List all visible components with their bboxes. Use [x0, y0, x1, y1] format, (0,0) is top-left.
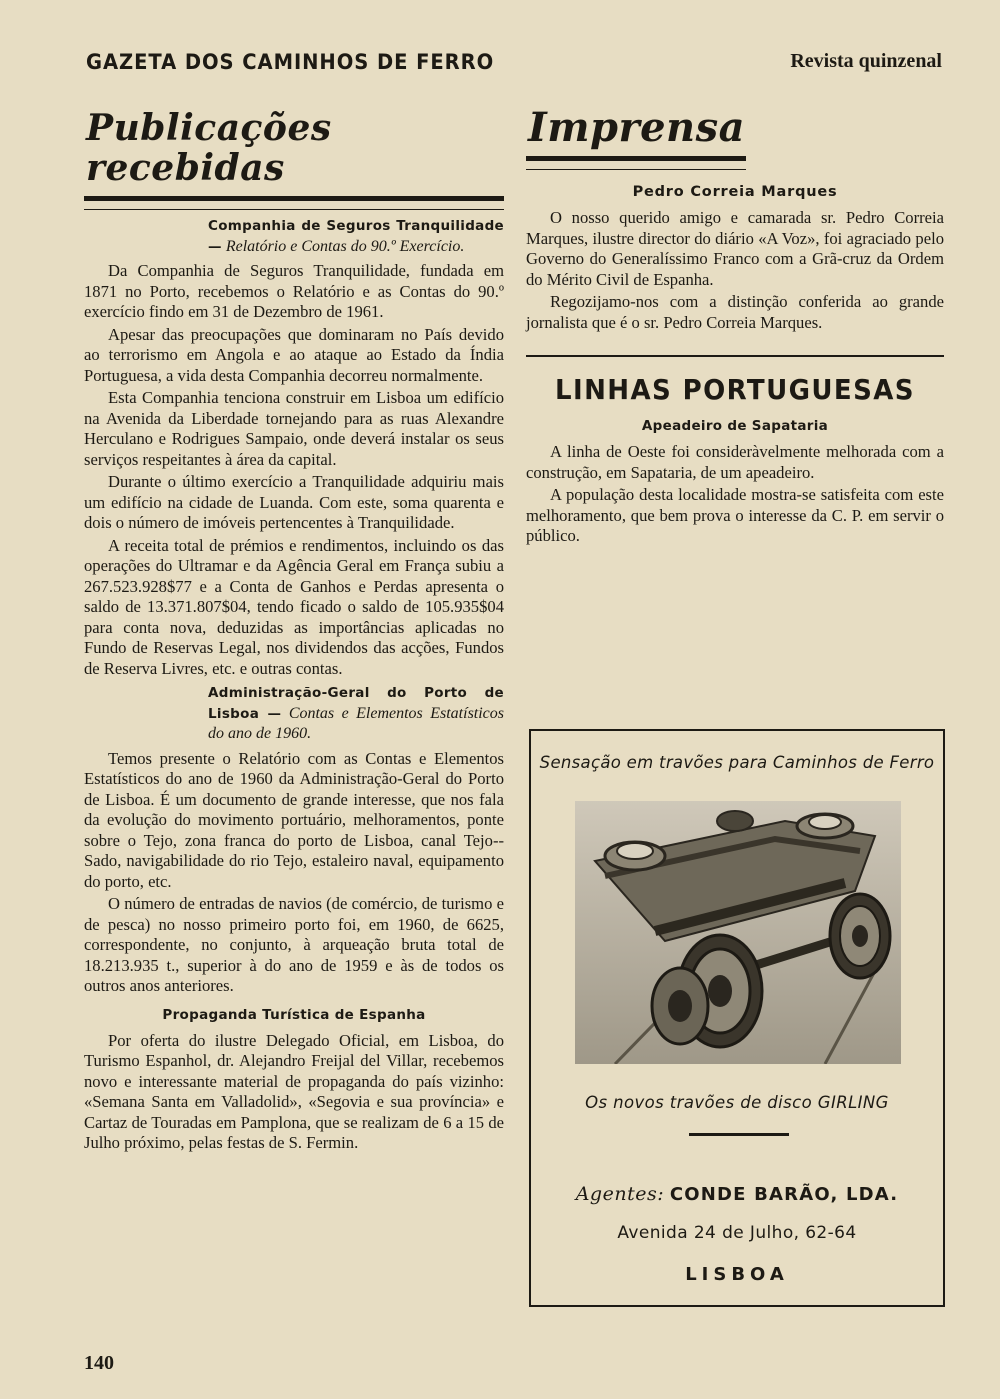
left-column: [84, 108, 504, 1154]
paragraph: O nosso querido amigo e camarada sr. Pedro Correia Marques, ilustre director do diário «A Voz», foi agraciado pelo Governo do Generalíssimo Franco com a Grã-cruz da Ordem do Mérito Civil de Espanha.: [526, 208, 944, 289]
title-rule-thick: [84, 196, 504, 201]
agents-label: Agentes:: [575, 1183, 665, 1205]
section-title-publicacoes: Publicações recebidas: [86, 107, 332, 189]
paragraph: A receita total de prémios e rendimentos, incluindo os das operações do Ultramar e da Agência Geral em França subiu a 267.523.928$77 e a Conta de Ganhos e Perdas apresenta o saldo de 13.371.807$04, tendo ficado o saldo de 105.935$04 para conta nova, deduzidas as importâncias aplicadas no Fundo de Reservas Legal, nos dividendos das acções, Fundos de Reserva Livres, etc. e outras contas.: [84, 535, 504, 678]
publication-heading-tranquilidade: [208, 216, 504, 257]
paragraph: Temos presente o Relatório com as Contas e Elementos Estatísticos do ano de 1960 da Administração-Geral do Porto de Lisboa. É um documento de grande interesse, que nos fala da evolução do movimento portuário, melhoramentos, ponte sobre o Tejo, zona franca do porto de Lisboa, canal Tejo--Sado, navigabilidade do rio Tejo, estaleiro naval, equipamento do porto, etc.: [84, 748, 504, 891]
page-number: 140: [84, 1352, 114, 1374]
girling-advertisement: [529, 729, 945, 1307]
advert-divider: [689, 1133, 789, 1136]
advert-agents: [531, 1183, 943, 1205]
paragraph: Esta Companhia tenciona construir em Lisboa um edifício na Avenida da Liberdade tornejando para as ruas Alexandre Herculano e Rodrigues Sampaio, onde deverá instalar os seus serviços respeitantes à área da capital.: [84, 388, 504, 469]
publication-title: Contas e Elementos Estatísticos do ano de 1960.: [208, 704, 505, 742]
advert-title: Sensação em travões para Caminhos de Ferro: [539, 753, 935, 772]
disc-brake-bogie-photo: [575, 801, 901, 1064]
journal-title: GAZETA DOS CAMINHOS DE FERRO: [86, 50, 495, 74]
paragraph: Durante o último exercício a Tranquilidade adquiriu mais um edifício na cidade de Luanda. Com este, soma quarenta e dois o número de imóveis pertencentes à Tranquilidade.: [84, 472, 504, 532]
paragraph: O número de entradas de navios (de comércio, de turismo e de pesca) no nosso primeiro porto foi, em 1960, de 6625, correspondente, no conjunto, à arqueação bruta total de 18.213.935 t., superior à do ano de 1959 e às de todos os outros anos anteriores.: [84, 894, 504, 995]
section-divider: [526, 355, 944, 357]
publication-org: Administração-Geral do Porto de Lisboa —: [208, 685, 504, 722]
agents-name: CONDE BARÃO, LDA.: [669, 1184, 899, 1205]
title-rule-thin: [84, 209, 504, 210]
paragraph: A linha de Oeste foi consideràvelmente melhorada com a construção, em Sapataria, de um apeadeiro.: [526, 442, 944, 482]
linhas-portuguesas-title: LINHAS PORTUGUESAS: [555, 373, 915, 406]
bogie-illustration: [575, 801, 901, 1064]
section-title-imprensa: Imprensa: [528, 104, 746, 151]
right-column: [526, 104, 944, 547]
paragraph: Apesar das preocupações que dominaram no País devido ao terrorismo em Angola e ao ataque ao Estado da Índia Portuguesa, a vida desta Companhia decorreu normalmente.: [84, 324, 504, 385]
advert-caption: Os novos travões de disco GIRLING: [585, 1093, 889, 1112]
paragraph: Regozijamo-nos com a distinção conferida ao grande jornalista que é o sr. Pedro Correia Marques.: [526, 292, 944, 332]
publication-heading-porto-lisboa: [208, 683, 504, 745]
propaganda-heading: Propaganda Turística de Espanha: [162, 1006, 426, 1023]
paragraph: Da Companhia de Seguros Tranquilidade, fundada em 1871 no Porto, recebemos o Relatório e as Contas do 90.º exercício findo em 31 de Dezembro de 1961.: [84, 261, 504, 321]
linhas-heading: Apeadeiro de Sapataria: [641, 418, 829, 434]
title-rule-thick: [526, 156, 746, 161]
advert-address: Avenida 24 de Julho, 62-64: [617, 1223, 857, 1243]
paragraph: A população desta localidade mostra-se satisfeita com este melhoramento, que bem prova o interesse da C. P. em servir o público.: [526, 485, 944, 545]
paragraph: Por oferta do ilustre Delegado Oficial, em Lisboa, do Turismo Espanhol, dr. Alejandro Freijal del Villar, recebemos novo e interessante material de propaganda do país vizinho: «Semana Santa em Valladolid», «Segovia e sua província» e Cartaz de Touradas em Pamplona, que se realizam de 6 a 15 de Julho próximo, pelas festas de S. Fermin.: [84, 1030, 504, 1152]
periodicity: Revista quinzenal: [790, 50, 942, 72]
publication-title: Relatório e Contas do 90.º Exercício.: [225, 237, 465, 255]
title-rule-thin: [526, 169, 746, 170]
publication-org: Companhia de Seguros Tranquilidade —: [208, 218, 504, 255]
imprensa-heading: Pedro Correia Marques: [632, 184, 838, 200]
advert-city: LISBOA: [685, 1264, 789, 1285]
